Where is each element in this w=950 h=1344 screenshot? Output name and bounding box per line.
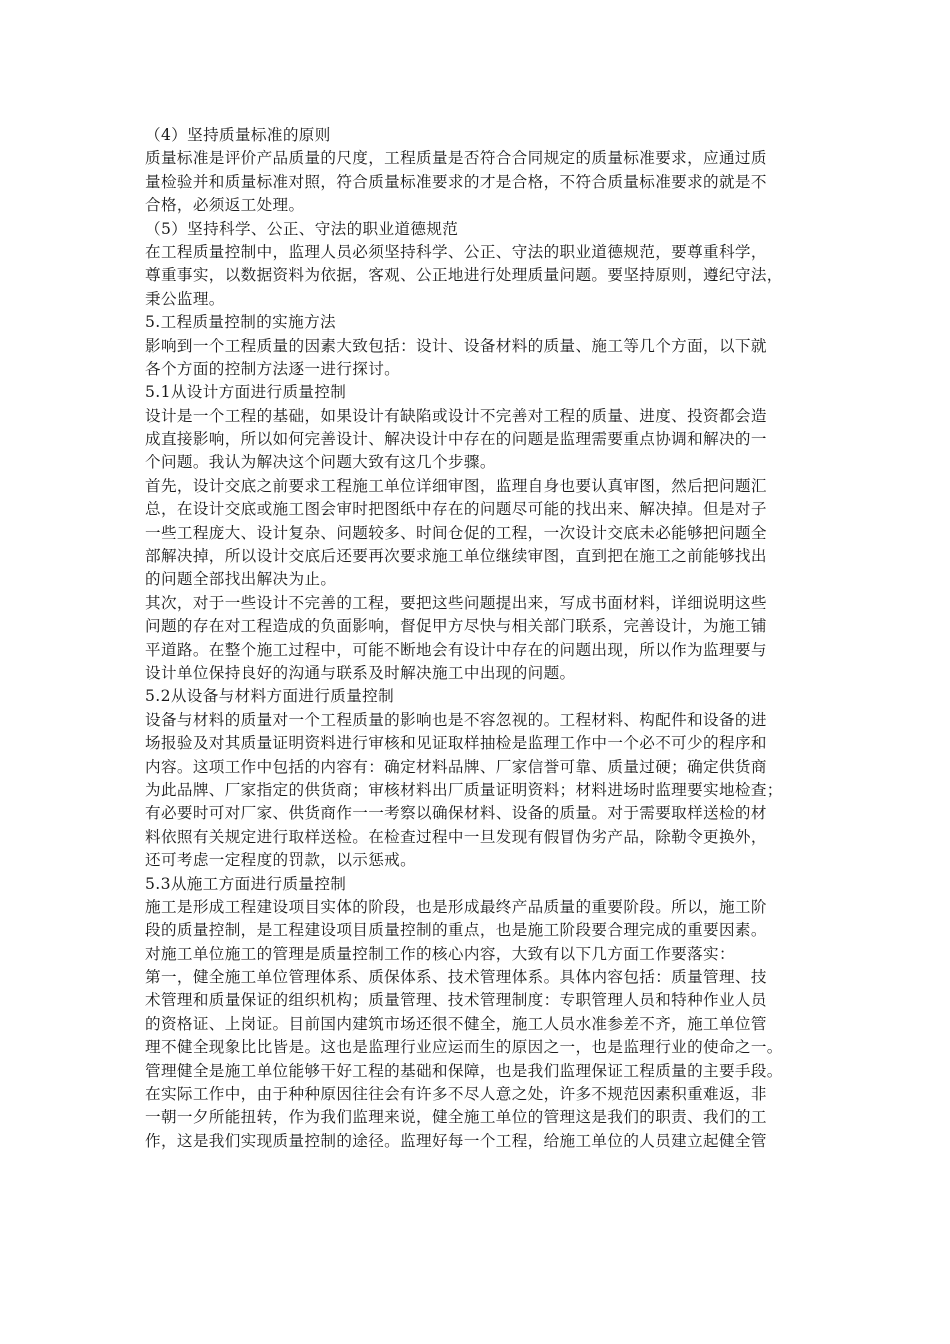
paragraph-line: 的资格证、上岗证。目前国内建筑市场还很不健全，施工人员水准参差不齐，施工单位管 xyxy=(145,1014,767,1033)
document-body xyxy=(145,124,815,1153)
paragraph-line: 平道路。在整个施工过程中，可能不断地会有设计中存在的问题出现，所以作为监理要与 xyxy=(145,640,767,659)
paragraph-line: 合格，必须返工处理。 xyxy=(145,196,305,215)
paragraph-line: 设备与材料的质量对一个工程质量的影响也是不容忽视的。工程材料、构配件和设备的进 xyxy=(145,710,767,729)
paragraph-line: 一朝一夕所能扭转，作为我们监理来说，健全施工单位的管理这是我们的职责、我们的工 xyxy=(145,1108,767,1127)
paragraph-line: 场报验及对其质量证明资料进行审核和见证取样抽检是监理工作中一个必不可少的程序和 xyxy=(145,734,767,753)
paragraph-line: 总，在设计交底或施工图会审时把图纸中存在的问题尽可能的找出来、解决掉。但是对子 xyxy=(145,500,767,519)
paragraph-line: 施工是形成工程建设项目实体的阶段，也是形成最终产品质量的重要阶段。所以，施工阶 xyxy=(145,897,767,916)
paragraph-line: 首先，设计交底之前要求工程施工单位详细审图，监理自身也要认真审图，然后把问题汇 xyxy=(145,476,767,495)
paragraph-line: 有必要时可对厂家、供货商作一一考察以确保材料、设备的质量。对于需要取样送检的材 xyxy=(145,804,767,823)
paragraph-line: 对施工单位施工的管理是质量控制工作的核心内容，大致有以下几方面工作要落实： xyxy=(145,944,735,963)
paragraph-line: 质量标准是评价产品质量的尺度，工程质量是否符合合同规定的质量标准要求，应通过质 xyxy=(145,149,767,168)
section-heading: （5）坚持科学、公正、守法的职业道德规范 xyxy=(145,219,459,238)
paragraph-line: 量检验并和质量标准对照，符合质量标准要求的才是合格，不符合质量标准要求的就是不 xyxy=(145,172,767,191)
paragraph-line: 设计是一个工程的基础，如果设计有缺陷或设计不完善对工程的质量、进度、投资都会造 xyxy=(145,406,767,425)
section-heading: 5.工程质量控制的实施方法 xyxy=(145,313,336,332)
paragraph-line: 理不健全现象比比皆是。这也是监理行业应运而生的原因之一，也是监理行业的使命之一。 xyxy=(145,1038,783,1057)
paragraph-line: 内容。这项工作中包括的内容有：确定材料品牌、厂家信誉可靠、质量过硬；确定供货商 xyxy=(145,757,767,776)
paragraph-line: 还可考虑一定程度的罚款，以示惩戒。 xyxy=(145,851,417,870)
paragraph-line: 尊重事实，以数据资料为依据，客观、公正地进行处理质量问题。要坚持原则，遵纪守法， xyxy=(145,266,783,285)
paragraph-line: 设计单位保持良好的沟通与联系及时解决施工中出现的问题。 xyxy=(145,663,576,682)
paragraph-line: 第一，健全施工单位管理体系、质保体系、技术管理体系。具体内容包括：质量管理、技 xyxy=(145,968,767,987)
section-heading: 5.2从设备与材料方面进行质量控制 xyxy=(145,687,395,706)
paragraph-line: 在实际工作中，由于种种原因往往会有许多不尽人意之处，许多不规范因素积重难返，非 xyxy=(145,1085,767,1104)
paragraph-line: 段的质量控制，是工程建设项目质量控制的重点，也是施工阶段要合理完成的重要因素。 xyxy=(145,921,767,940)
section-heading: 5.1从设计方面进行质量控制 xyxy=(145,383,347,402)
paragraph-line: 其次，对于一些设计不完善的工程，要把这些问题提出来，写成书面材料，详细说明这些 xyxy=(145,593,767,612)
paragraph-line: 问题的存在对工程造成的负面影响，督促甲方尽快与相关部门联系，完善设计，为施工铺 xyxy=(145,617,767,636)
paragraph-line: 秉公监理。 xyxy=(145,289,225,308)
paragraph-line: 影响到一个工程质量的因素大致包括：设计、设备材料的质量、施工等几个方面，以下就 xyxy=(145,336,767,355)
paragraph-line: 料依照有关规定进行取样送检。在检查过程中一旦发现有假冒伪劣产品，除勒令更换外， xyxy=(145,827,767,846)
paragraph-line: 管理健全是施工单位能够干好工程的基础和保障，也是我们监理保证工程质量的主要手段。 xyxy=(145,1061,783,1080)
paragraph-line: 作，这是我们实现质量控制的途径。监理好每一个工程，给施工单位的人员建立起健全管 xyxy=(145,1131,767,1150)
paragraph-line: 一些工程庞大、设计复杂、问题较多、时间仓促的工程，一次设计交底未必能够把问题全 xyxy=(145,523,767,542)
section-heading: （4）坚持质量标准的原则 xyxy=(145,126,331,144)
paragraph-line: 在工程质量控制中，监理人员必须坚持科学、公正、守法的职业道德规范，要尊重科学， xyxy=(145,242,767,261)
paragraph-line: 成直接影响，所以如何完善设计、解决设计中存在的问题是监理需要重点协调和解决的一 xyxy=(145,430,767,449)
paragraph-line: 的问题全部找出解决为止。 xyxy=(145,570,337,589)
paragraph-line: 各个方面的控制方法逐一进行探讨。 xyxy=(145,359,401,378)
paragraph-line: 为此品牌、厂家指定的供货商；审核材料出厂质量证明资料；材料进场时监理要实地检查； xyxy=(145,780,783,799)
paragraph-line: 个问题。我认为解决这个问题大致有这几个步骤。 xyxy=(145,453,496,472)
paragraph-line: 部解决掉，所以设计交底后还要再次要求施工单位继续审图，直到把在施工之前能够找出 xyxy=(145,547,767,566)
section-heading: 5.3从施工方面进行质量控制 xyxy=(145,874,347,893)
paragraph-line: 术管理和质量保证的组织机构；质量管理、技术管理制度：专职管理人员和特种作业人员 xyxy=(145,991,767,1010)
